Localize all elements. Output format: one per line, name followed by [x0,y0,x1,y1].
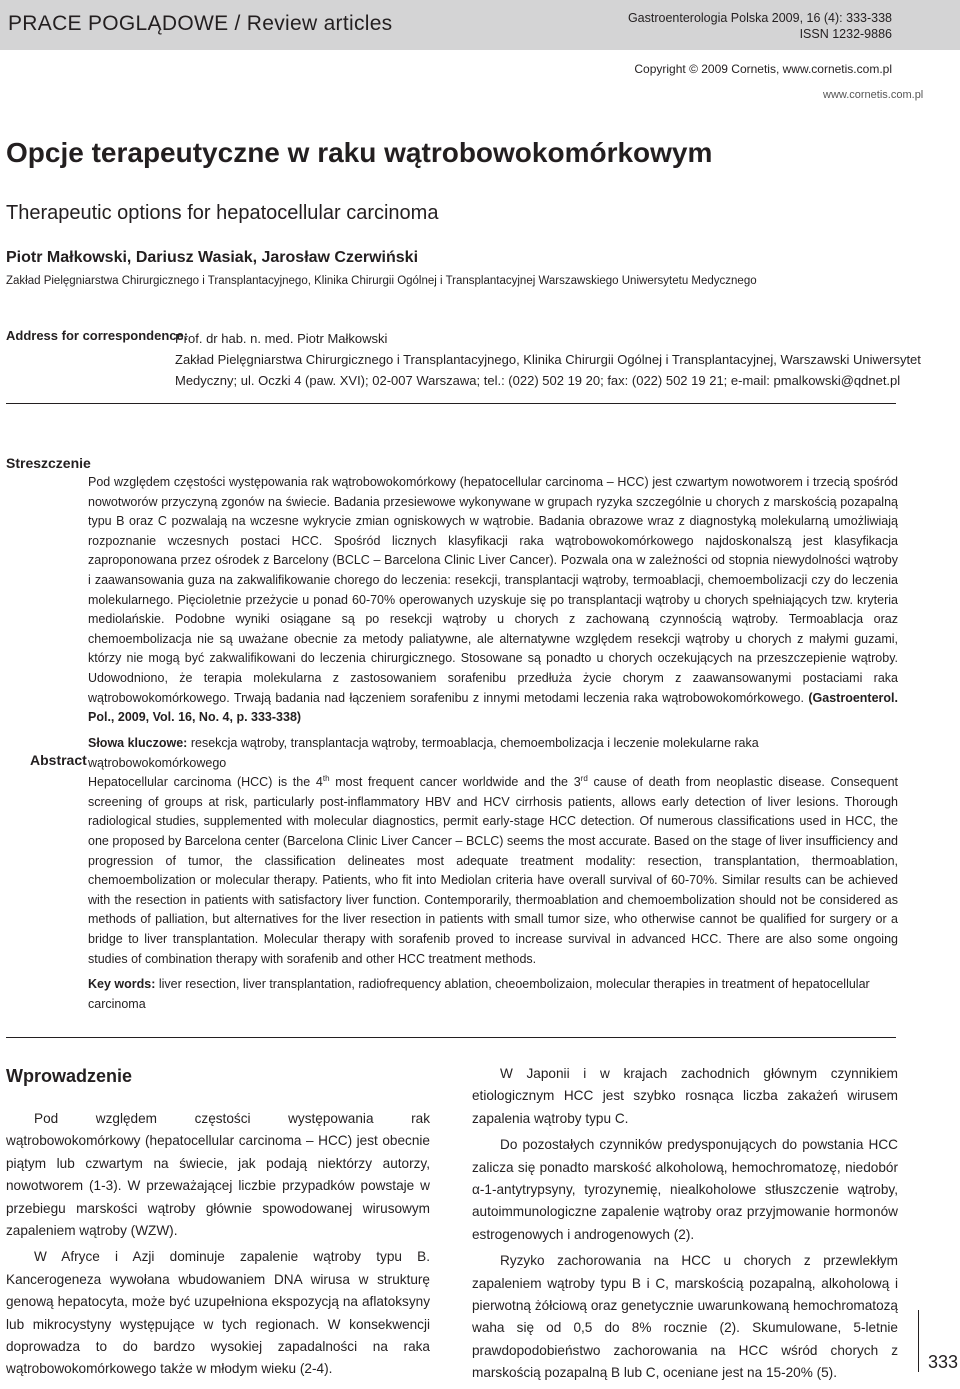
divider [6,1037,896,1038]
journal-issn: ISSN 1232-9886 [799,27,892,41]
correspondence-label: Address for correspondence: [6,328,189,343]
streszczenie-text [88,473,898,728]
streszczenie-citation: (Gastroenterol. Pol., 2009, Vol. 16, No. 4, p. 333-338) [88,690,898,725]
correspondence-line: Medyczny; ul. Oczki 4 (paw. XVI); 02-007 Warszawa; tel.: (022) 502 19 20; fax: (022) 502 19 21; e-mail: pmalkowski@qdnet.pl [175,373,901,388]
page-number-rule [918,1310,919,1372]
paragraph: Do pozostałych czynników predysponujących do powstania HCC zalicza się ponadto marskość alkoholową, hemochromatozę, niedobór α-1-antytrypsyny, tyrozynemię, niealkoholowe stłuszczenie wątroby, autoimmunologiczne zapalenie wątroby oraz przyjmowanie hormonów estrogenowych i androgenowych (2). [472,1137,898,1242]
watermark: www.cornetis.com.pl [823,89,924,101]
paragraph: Ryzyko zachorowania na HCC u chorych z przewlekłym zapaleniem wątroby typu B i C, marskością pozapalną, alkoholową i pierwotną żółciową oraz genetycznie uwarunkowaną hemochromatozą waha się od 0,5 do 8% rocznie (2). Skumulowane, 5-letnie prawdopodobieństwo zachorowania na HCC wśród chorych z marskością pozapalną B lub C, oceniane jest na 15-20% (5). [472,1253,898,1381]
intro-heading: Wprowadzenie [6,1066,133,1086]
right-column [472,1063,898,1389]
abstract-heading: Abstract [30,752,87,768]
keywords-label-pl: Słowa kluczowe: [88,736,188,750]
superscript: th [322,774,330,783]
keywords-en: liver resection, liver transplantation, radiofrequency ablation, cheoembolizaion, molecular therapies in treatment of hepatocellular carcinoma [88,977,870,1011]
streszczenie-heading: Streszczenie [6,455,91,471]
left-column [6,1108,430,1385]
section-label: PRACE POGLĄDOWE / Review articles [8,12,393,35]
abstract-segment: Hepatocellular carcinoma (HCC) is the 4 [88,775,323,790]
article-title-english: Therapeutic options for hepatocellular carcinoma [6,202,439,224]
paragraph: W Japonii i w krajach zachodnich głównym czynnikiem etiologicznym HCC jest szybko rosnąca liczba zakażeń wirusem zapalenia wątroby typu C. [472,1066,898,1126]
correspondence-line: Zakład Pielęgniarstwa Chirurgicznego i Transplantacyjnego, Klinika Chirurgii Ogólnej i Transplantacyjnej, Warszawski Uniwersytet [175,352,921,367]
streszczenie-body: Pod względem częstości występowania rak wątrobowokomórkowy (hepatocellular carcinoma – HCC) jest czwartym nowotworem i trzecią spośród nowotworów przyczyną zgonów na świecie. Badania przesiewowe wykonywane w grupach ryzyka szczególnie u chorych z marskością pozapalną typu B oraz C pozwalają na wczesne wykrycie zmian ogniskowych w wątrobie. Badania obrazowe wraz z diagnostyką molekularną umożliwiają rozpoznanie wczesnych postaci HCC. Spośród licznych klasyfikacji raka wątrobowokomórkowego najdoskonalszą jest klasyfikacja zaproponowana przez ośrodek z Barcelony (BCLC – Barcelona Clinic Liver Cancer). Pozwala ona w zależności od stopnia niewydolności wątroby i zaawansowania guza na zakwalifikowanie chorego do leczenia: resekcji, transplantacji wątroby, termoablacji, chemoembolizacji czy do leczenia molekularnego. Pięcioletnie przeżycie u ponad 60-70% operowanych uzyskuje się po transplantacji wątroby u chorych spełniających tzw. kryteria mediolańskie. Podobne wyniki osiągane są po resekcji wątroby u chorych z zachowaną czynnością wątroby. Termoablacja oraz chemoembolizacja nie są uważane obecnie za metody paliatywne, ale alternatywne względem resekcji wątroby u chorych z małymi guzami, którzy nie mogą być zakwalifikowani do leczenia chirurgicznego. Stosowane są ponadto u chorych oczekujących na przeszczepienie wątroby. Udowodniono, że terapia molekularna z zastosowaniem sorafenibu przedłuża życie chorym z zaawansowanymi postaciami raka wątrobowokomórkowego. Trwają badania nad łączeniem sorafenibu z innymi metodami leczenia raka wątrobowokomórkowego. [88,475,898,705]
journal-citation: Gastroenterologia Polska 2009, 16 (4): 333-338 [627,11,892,25]
paragraph: Pod względem częstości występowania rak wątrobowokomórkowy (hepatocellular carcinoma – HCC) jest obecnie piątym lub czwartym na świecie, jak podają niektórzy autorzy, nowotworem (1-3). W przeważającej liczbie przypadków powstaje w przebiegu marskości wątroby głównie spowodowanej wirusowym zapaleniem wątroby (WZW). [6,1111,430,1239]
abstract-text [88,769,898,969]
abstract-keywords [88,975,898,1014]
authors: Piotr Małkowski, Dariusz Wasiak, Jarosław Czerwiński [6,249,419,266]
superscript: rd [580,774,588,783]
streszczenie-keywords [88,734,898,773]
affiliation: Zakład Pielęgniarstwa Chirurgicznego i Transplantacyjnego, Klinika Chirurgii Ogólnej i Transplantacyjnej Warszawskiego Uniwersytetu Medycznego [6,275,757,287]
paragraph: W Afryce i Azji dominuje zapalenie wątroby typu B. Kancerogeneza wywołana wbudowaniem DNA wirusa w strukturę genową hepatocyta, może być uzupełniona ekspozycją na aflatoksyny lub mikrocystyny występujące w tych regionach. W konsekwencji doprowadza to do bardzo wysokiej zapadalności na raka wątrobowokomórkowego także w młodym wieku (2-4). [6,1249,430,1377]
divider [6,403,896,404]
journal-info [628,10,892,42]
keywords-pl: resekcja wątroby, transplantacja wątroby, termoablacja, chemoembolizacja i leczenie molekularne raka wątrobowokomórkowego [88,736,759,770]
page-number: 333 [928,1352,959,1372]
copyright-notice: Copyright © 2009 Cornetis, www.cornetis.com.pl [634,62,892,76]
correspondence-address [175,328,921,391]
correspondence-name: Prof. dr hab. n. med. Piotr Małkowski [175,331,388,346]
abstract-segment: cause of death from neoplastic disease. Consequent screening of groups at risk, particularly post-inflammatory HBV and HCV cirrhosis patients, allows early detection of liver lesions. Thorough radiological studies, supplemented with molecular diagnostics, permit early-stage HCC detection. Of numerous classifications used in HCC, the one proposed by Barcelona center (Barcelona Clinic Liver Cancer – BCLC) seems the most accurate. Based on the stage of liver insufficiency and progression of tumor, the classification delineates most adequate treatment modality: resection, transplantation, thermoablation, chemoembolization or molecular therapy. Patients, who fit into Mediolan criteria have overall survival of 60-70%. Similar results can be achieved with the resection in patients with satisfactory liver function. Contemporarily, thermoablation and chemoembolization should not be considered as methods of palliation, but alternatives for the liver resection in patients with small tumor size, who otherwise cannot be qualified for surgery or a bridge to liver transplantation. Molecular therapy with sorafenib proved to increase survival in advanced HCC. There are also some ongoing studies of combination therapy with sorafenib and other HCC treatment methods. [88,775,898,966]
keywords-label-en: Key words: [88,977,156,991]
abstract-segment: most frequent cancer worldwide and the 3 [329,775,581,790]
header-band [0,0,960,50]
article-title-polish: Opcje terapeutyczne w raku wątrobowokomórkowym [6,137,713,168]
